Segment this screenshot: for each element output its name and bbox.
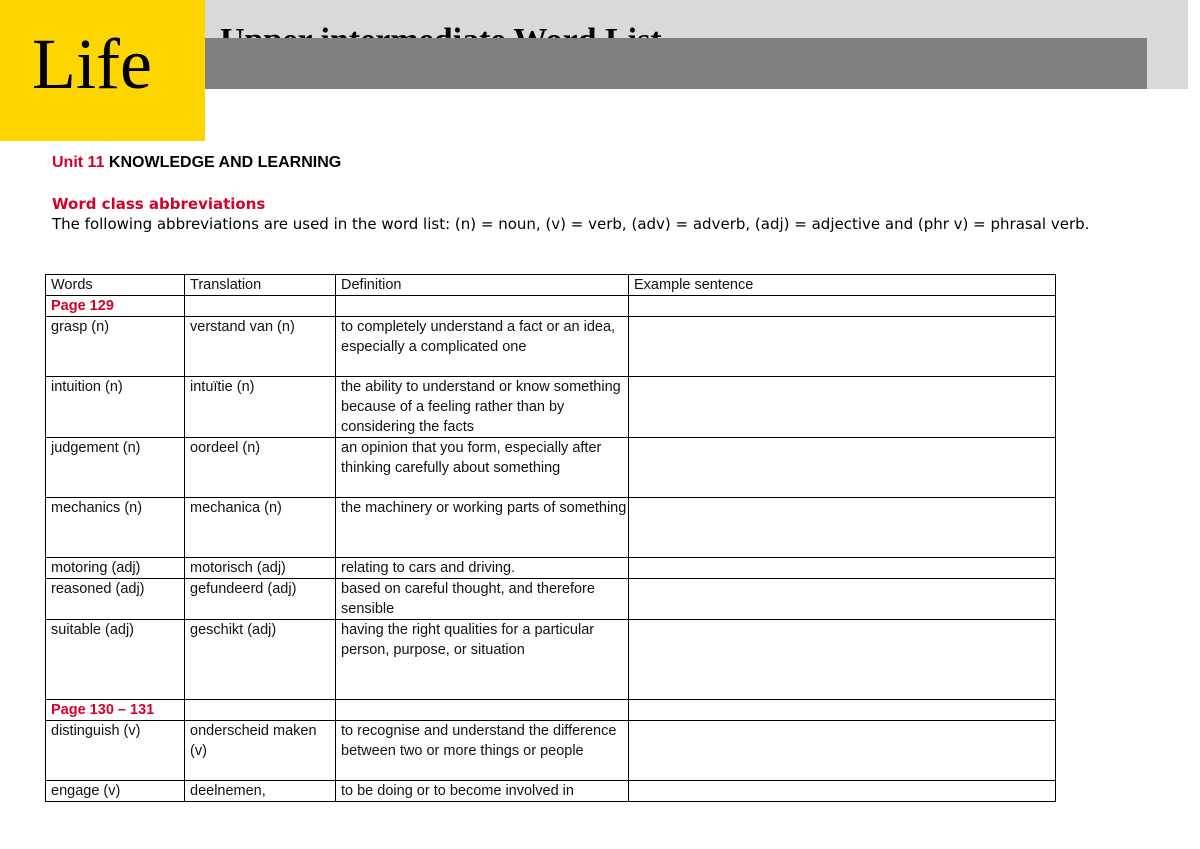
life-logo [0, 0, 205, 141]
header-band [205, 0, 1188, 89]
word-cell: grasp (n) [46, 317, 185, 377]
example-cell [629, 620, 1056, 700]
table-row [46, 377, 1056, 438]
table-row [46, 438, 1056, 498]
definition-cell: to completely understand a fact or an idea, especially a complicated one [336, 317, 629, 377]
translation-cell: mechanica (n) [185, 498, 336, 558]
translation-cell: deelnemen, [185, 781, 336, 802]
translation-cell: geschikt (adj) [185, 620, 336, 700]
table-row [46, 558, 1056, 579]
page-label: Page 130 – 131 [46, 700, 185, 721]
translation-cell: verstand van (n) [185, 317, 336, 377]
table-row [46, 721, 1056, 781]
logo-text: Life [32, 24, 152, 104]
table-row [46, 620, 1056, 700]
word-cell: engage (v) [46, 781, 185, 802]
unit-title: KNOWLEDGE AND LEARNING [108, 154, 342, 171]
definition-cell: having the right qualities for a particular person, purpose, or situation [336, 620, 629, 700]
unit-number: Unit 11 [52, 154, 105, 171]
word-cell: judgement (n) [46, 438, 185, 498]
unit-heading [52, 154, 341, 172]
header-definition: Definition [336, 275, 629, 296]
word-cell: suitable (adj) [46, 620, 185, 700]
translation-cell: gefundeerd (adj) [185, 579, 336, 620]
word-cell: reasoned (adj) [46, 579, 185, 620]
translation-cell: oordeel (n) [185, 438, 336, 498]
example-cell [629, 721, 1056, 781]
table-row [46, 498, 1056, 558]
example-cell [629, 781, 1056, 802]
word-cell: mechanics (n) [46, 498, 185, 558]
table-header-row [46, 275, 1056, 296]
example-cell [629, 438, 1056, 498]
table-row [46, 579, 1056, 620]
definition-cell: to recognise and understand the difference between two or more things or people [336, 721, 629, 781]
definition-cell: based on careful thought, and therefore sensible [336, 579, 629, 620]
translation-cell: onderscheid maken (v) [185, 721, 336, 781]
definition-cell: an opinion that you form, especially after thinking carefully about something [336, 438, 629, 498]
translation-cell: intuïtie (n) [185, 377, 336, 438]
header-words: Words [46, 275, 185, 296]
example-cell [629, 498, 1056, 558]
section-row [46, 296, 1056, 317]
translation-cell: motorisch (adj) [185, 558, 336, 579]
example-cell [629, 317, 1056, 377]
example-cell [629, 579, 1056, 620]
word-cell: motoring (adj) [46, 558, 185, 579]
word-cell: distinguish (v) [46, 721, 185, 781]
word-list-table [45, 274, 1056, 802]
abbreviations-text: The following abbreviations are used in the word list: (n) = noun, (v) = verb, (adv) = adverb, (adj) = adjective and (phr v) = phrasal verb. [52, 215, 1090, 233]
section-row [46, 700, 1056, 721]
header-translation: Translation [185, 275, 336, 296]
table-row [46, 781, 1056, 802]
definition-cell: relating to cars and driving. [336, 558, 629, 579]
page-label: Page 129 [46, 296, 185, 317]
table-row [46, 317, 1056, 377]
example-cell [629, 558, 1056, 579]
example-cell [629, 377, 1056, 438]
definition-cell: the machinery or working parts of something [336, 498, 629, 558]
definition-cell: to be doing or to become involved in [336, 781, 629, 802]
abbreviations-heading: Word class abbreviations [52, 195, 266, 213]
header-example: Example sentence [629, 275, 1056, 296]
word-cell: intuition (n) [46, 377, 185, 438]
definition-cell: the ability to understand or know something because of a feeling rather than by considering the facts [336, 377, 629, 438]
header-bar [205, 38, 1147, 89]
